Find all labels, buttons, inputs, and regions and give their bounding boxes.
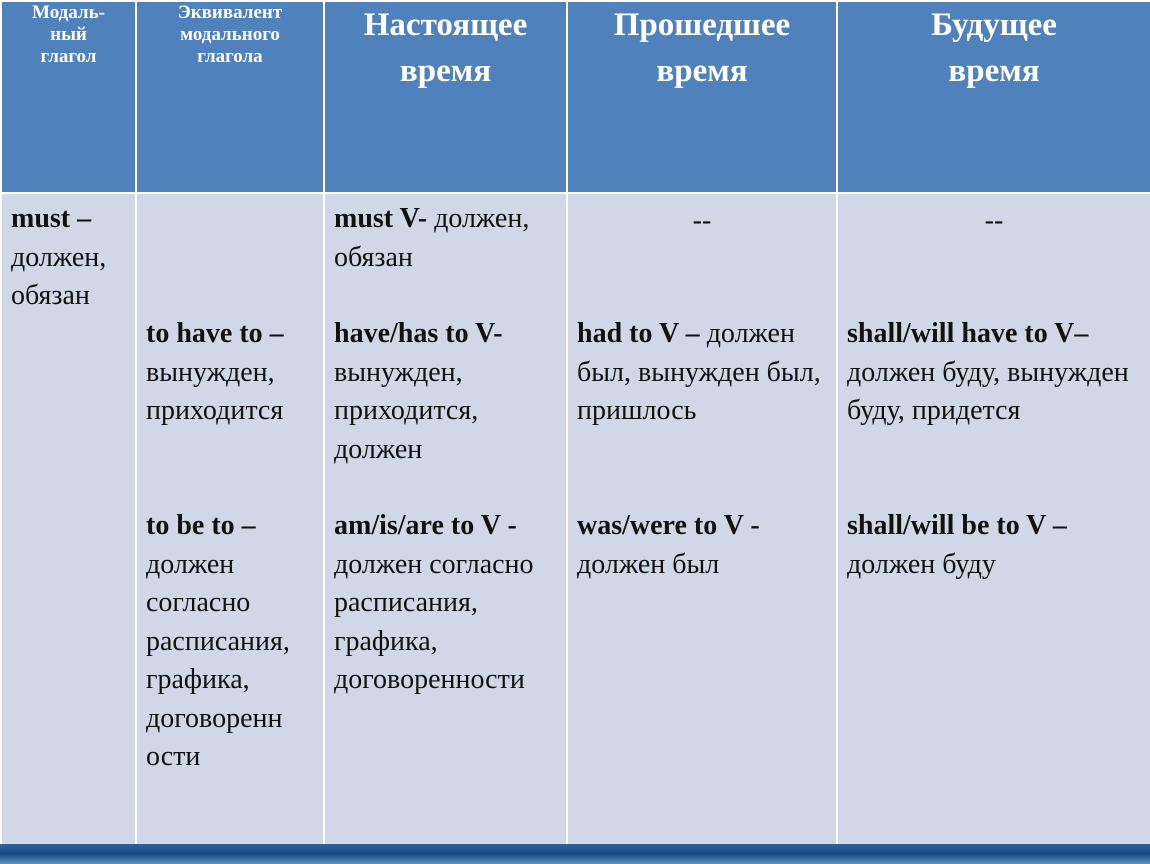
cell-modal-verb xyxy=(1,193,136,845)
translation: должен буду xyxy=(847,548,996,580)
header-line: время xyxy=(656,53,748,89)
translation: вынужден, приходится, должен xyxy=(334,356,479,465)
cell-future xyxy=(837,193,1150,845)
translation: должен согласно расписания, графика, договоренности xyxy=(334,548,534,695)
header-row xyxy=(1,1,1150,193)
header-modal-verb xyxy=(1,1,136,193)
modal-entry xyxy=(11,200,131,316)
term: have/has to V- xyxy=(334,318,503,349)
term: must V- xyxy=(334,203,428,234)
slide-bottom-band xyxy=(0,844,1150,864)
term: to be to – xyxy=(146,510,256,541)
header-past xyxy=(567,1,837,193)
past-entry xyxy=(577,315,832,431)
header-line: Прошедшее xyxy=(613,7,791,43)
header-line: Модаль- xyxy=(32,2,105,23)
header-equivalent xyxy=(136,1,324,193)
term: had to V – xyxy=(577,318,700,349)
term: shall/will be to V – xyxy=(847,510,1067,541)
cell-equivalent xyxy=(136,193,324,845)
term: am/is/are to V - xyxy=(334,510,517,541)
translation: должен, обязан xyxy=(334,203,530,273)
translation: вынужден, приходится xyxy=(146,356,284,426)
term: was/were to V - xyxy=(577,510,760,541)
future-entry xyxy=(847,507,1146,584)
header-present xyxy=(324,1,567,193)
translation: должен буду, вынужден буду, придется xyxy=(847,356,1129,426)
empty-dash: -- xyxy=(692,205,712,236)
empty-dash: -- xyxy=(984,205,1004,236)
present-entry xyxy=(334,507,562,700)
header-line: время xyxy=(399,53,492,89)
header-line: Будущее xyxy=(931,7,1057,43)
header-line: Настоящее xyxy=(363,7,528,43)
cell-present xyxy=(324,193,567,845)
header-line: время xyxy=(948,53,1040,89)
present-entry xyxy=(334,315,562,469)
header-line: глагола xyxy=(197,46,263,67)
translation: должен был xyxy=(577,548,720,580)
term: shall/will have to V– xyxy=(847,318,1089,349)
equivalent-entry xyxy=(146,315,319,431)
header-future xyxy=(837,1,1150,193)
present-entry xyxy=(334,200,562,277)
header-line: глагол xyxy=(40,46,97,67)
future-entry xyxy=(847,315,1146,431)
translation: должен был, вынужден был, пришлось xyxy=(577,318,821,426)
term: must – xyxy=(11,203,92,234)
past-entry xyxy=(577,507,832,584)
term: to have to – xyxy=(146,318,284,349)
body-row xyxy=(1,193,1150,845)
cell-past xyxy=(567,193,837,845)
header-line: модального xyxy=(180,24,280,45)
equivalent-entry xyxy=(146,507,319,777)
translation: должен, обязан xyxy=(11,241,107,311)
header-line: Эквивалент xyxy=(177,2,283,23)
translation: должен согласно расписания, графика, договоренн ости xyxy=(146,548,290,772)
header-line: ный xyxy=(50,24,87,45)
